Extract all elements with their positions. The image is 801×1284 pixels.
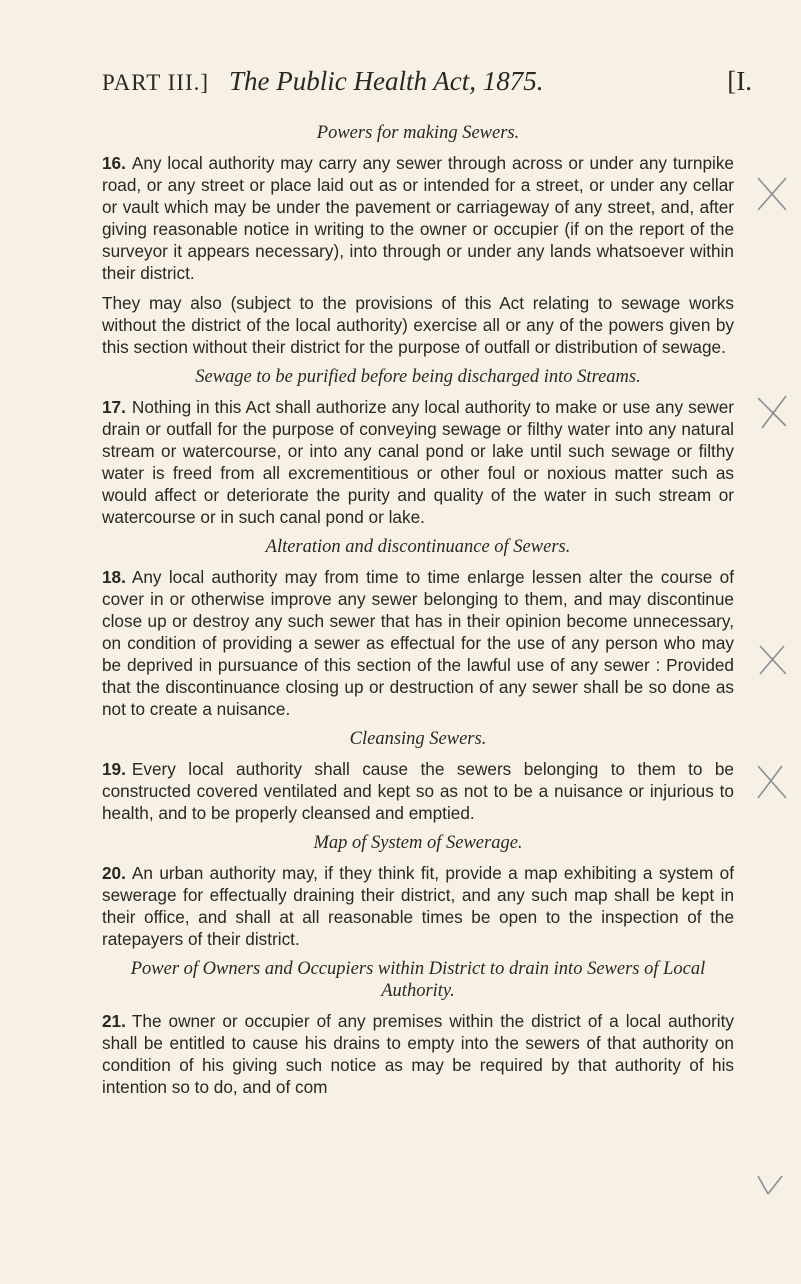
section-number: 19.	[102, 759, 126, 779]
paragraph	[102, 1010, 734, 1098]
part-label: PART III.]	[102, 70, 210, 95]
section-heading: Map of System of Sewerage.	[313, 833, 523, 853]
section-number: 21.	[102, 1011, 126, 1031]
section-heading: Power of Owners and Occupiers within District to drain into Sewers of Local Authority.	[130, 959, 706, 1001]
pencil-cross-mark-icon	[752, 640, 792, 680]
pencil-cross-mark-icon	[752, 174, 792, 214]
paragraph-text: Nothing in this Act shall authorize any local authority to make or use any sewer drain or outfall for the purpose of conveying sewage or filthy water into any natural stream or watercourse, or into any canal pond or lake until such sewage or filthy water is freed from all excrementitious or other foul or noxious matter such as would affect or deteriorate the purity and quality of the water in such stream or watercourse or in such canal pond or lake.	[102, 397, 734, 527]
pencil-cross-mark-icon	[752, 392, 792, 432]
pencil-check-mark-icon	[752, 1168, 792, 1208]
paragraph	[102, 292, 734, 358]
section-number: 16.	[102, 153, 126, 173]
section-number: 18.	[102, 567, 126, 587]
paragraph-text: Any local authority may carry any sewer through across or under any turnpike road, or any street or place laid out as or intended for a street, or under any cellar or vault which may be under the pavement or carriageway of any street, and, after giving reasonable notice in writing to the owner or occupier (if on the report of the surveyor it appears necessary), into through or under any lands whatsoever within their district.	[102, 153, 734, 283]
paragraph	[102, 396, 734, 528]
paragraph	[102, 758, 734, 824]
section-heading: Alteration and discontinuance of Sewers.	[265, 537, 571, 557]
body-text	[102, 122, 734, 1106]
section-heading: Powers for making Sewers.	[316, 123, 520, 143]
section-heading: Cleansing Sewers.	[349, 729, 487, 749]
section-ref: [I.	[727, 66, 752, 96]
section-number: 17.	[102, 397, 126, 417]
section-heading: Sewage to be purified before being discharged into Streams.	[195, 367, 641, 387]
paragraph-text: The owner or occupier of any premises within the district of a local authority shall be entitled to cause his drains to empty into the sewers of that authority on condition of his giving such notice as may be required by that authority of his intention so to do, and of com	[102, 1011, 734, 1097]
paragraph	[102, 862, 734, 950]
paragraph-text: Any local authority may from time to time enlarge lessen alter the course of cover in or otherwise improve any sewer belonging to them, and may discontinue close up or destroy any such sewer that has in their opinion become unnecessary, on condition of providing a sewer as effectual for the use of any person who may be deprived in pursuance of this section of the lawful use of any sewer : Provided that the discontinuance closing up or destruction of any sewer shall be so done as not to create a nuisance.	[102, 567, 734, 719]
running-head	[102, 66, 752, 97]
page-title: The Public Health Act, 1875.	[229, 66, 544, 96]
section-number: 20.	[102, 863, 126, 883]
pencil-cross-mark-icon	[752, 762, 792, 802]
paragraph-text: They may also (subject to the provisions of this Act relating to sewage works without the district of the local authority) exercise all or any of the powers given by this section without their district for the purpose of outfall or distribution of sewage.	[102, 293, 734, 357]
paragraph	[102, 566, 734, 720]
paragraph-text: Every local authority shall cause the sewers belonging to them to be constructed covered ventilated and kept so as not to be a nuisance or injurious to health, and to be properly cleansed and emptied.	[102, 759, 734, 823]
paragraph	[102, 152, 734, 284]
paragraph-text: An urban authority may, if they think fit, provide a map exhibiting a system of sewerage for effectually draining their district, and any such map shall be kept in their office, and shall at all reasonable times be open to the inspection of the ratepayers of their district.	[102, 863, 734, 949]
